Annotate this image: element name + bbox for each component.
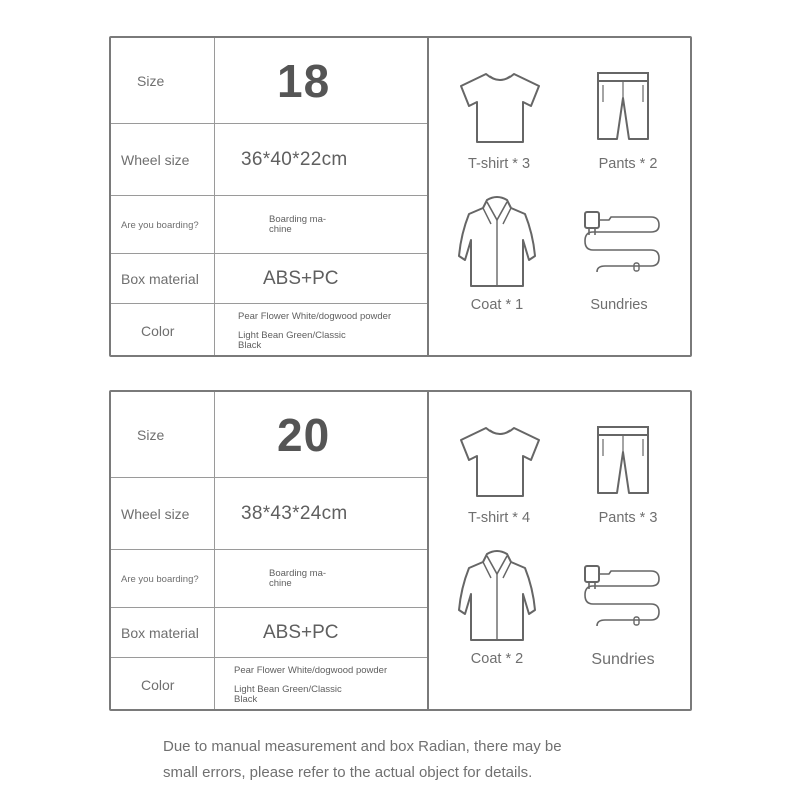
pants-icon [595, 70, 651, 142]
color-option-2: Light Bean Green/Classic Black [238, 330, 346, 351]
wheel-row [111, 478, 427, 550]
color-row [111, 658, 427, 711]
spec-table [111, 392, 427, 709]
charger-icon [579, 562, 663, 634]
size-label: Size [137, 427, 165, 443]
color-row [111, 304, 427, 357]
coat-icon [455, 548, 539, 644]
spec-table [111, 38, 427, 355]
spec-card-18 [109, 36, 692, 357]
color-label: Color [141, 676, 175, 693]
size-label: Size [137, 73, 165, 89]
wheel-size-value: 36*40*22cm [241, 149, 348, 170]
tshirt-icon [457, 424, 543, 500]
size-row [111, 38, 427, 124]
packing-capacity [429, 38, 690, 355]
disclaimer-note [163, 734, 633, 786]
color-values [215, 658, 427, 711]
wheel-size-label: Wheel size [121, 152, 190, 168]
packing-capacity [429, 392, 690, 709]
size-value: 18 [277, 55, 331, 107]
box-material-value: ABS+PC [263, 268, 339, 289]
pants-caption: Pants * 3 [598, 510, 658, 526]
wheel-size-value: 38*43*24cm [241, 503, 348, 524]
charger-icon [579, 208, 663, 280]
sundries-caption: Sundries [590, 297, 648, 313]
spec-card-20 [109, 390, 692, 711]
box-material-value: ABS+PC [263, 622, 339, 643]
color-option-1: Pear Flower White/dogwood powder [234, 665, 388, 676]
boarding-row [111, 550, 427, 608]
box-material-label: Box material [121, 271, 199, 287]
disclaimer-line-2: small errors, please refer to the actual object for details. [163, 764, 533, 781]
pants-icon [595, 424, 651, 496]
boarding-label: Are you boarding? [121, 219, 199, 231]
tshirt-icon [457, 70, 543, 146]
tshirt-caption: T-shirt * 4 [467, 510, 531, 526]
boarding-value: Boarding ma- chine [269, 213, 327, 235]
color-option-2: Light Bean Green/Classic Black [234, 684, 342, 705]
box-material-label: Box material [121, 625, 199, 641]
coat-caption: Coat * 2 [470, 651, 524, 667]
disclaimer-line-1: Due to manual measurement and box Radian, there may be [163, 738, 562, 755]
color-label: Color [141, 322, 175, 339]
coat-caption: Coat * 1 [470, 297, 524, 313]
size-value: 20 [277, 409, 331, 461]
color-values [215, 304, 427, 357]
material-row [111, 608, 427, 658]
tshirt-caption: T-shirt * 3 [467, 156, 531, 172]
coat-icon [455, 194, 539, 290]
pants-caption: Pants * 2 [598, 156, 658, 172]
boarding-row [111, 196, 427, 254]
boarding-value: Boarding ma- chine [269, 567, 327, 589]
wheel-size-label: Wheel size [121, 506, 190, 522]
wheel-row [111, 124, 427, 196]
color-option-1: Pear Flower White/dogwood powder [238, 311, 392, 322]
material-row [111, 254, 427, 304]
size-row [111, 392, 427, 478]
boarding-label: Are you boarding? [121, 573, 199, 585]
sundries-caption: Sundries [591, 651, 655, 668]
